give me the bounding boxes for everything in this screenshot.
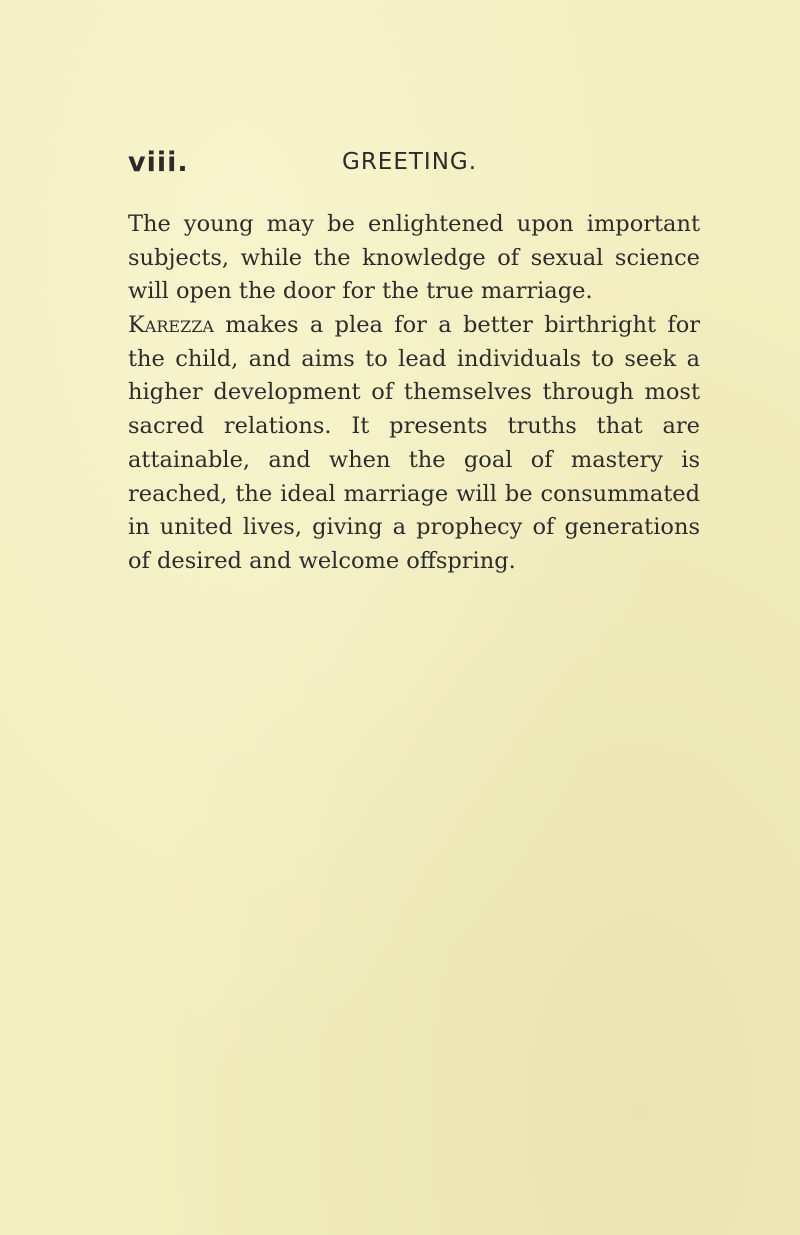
text-line: the child, and aims to lead individuals to seek a [128, 345, 700, 372]
text-line: sacred relations. It presents truths that are [128, 413, 700, 440]
text-line: The young may be enlightened upon important [128, 211, 700, 237]
text-line: attainable, and when the goal of mastery is [128, 446, 700, 473]
body-text [128, 208, 700, 579]
running-head [128, 147, 700, 187]
text-line: subjects, while the knowledge of sexual science [128, 244, 700, 271]
chapter-title: GREETING. [342, 149, 478, 175]
text-line: of desired and welcome offspring. [128, 547, 516, 574]
text-line: higher development of themselves through most [128, 379, 700, 406]
text-line-remainder: makes a plea for a better birthright for [225, 312, 701, 339]
text-line: will open the door for the true marriage. [128, 278, 593, 305]
text-line-with-book-title [128, 309, 700, 343]
book-title: Karezza [128, 312, 214, 339]
text-line: in united lives, giving a prophecy of generations [128, 514, 700, 541]
text-line: reached, the ideal marriage will be consummated [128, 480, 700, 507]
page-number: viii. [128, 147, 189, 178]
